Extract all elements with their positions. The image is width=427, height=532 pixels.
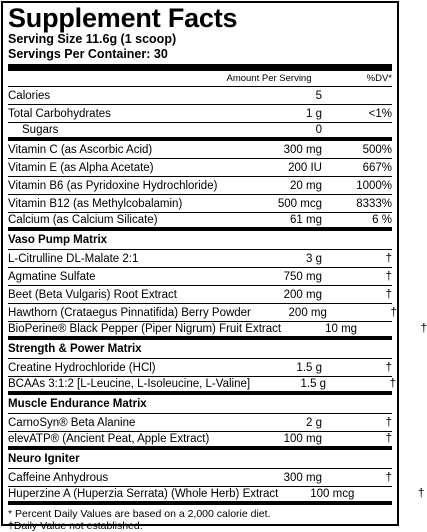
thick-divider xyxy=(8,64,392,71)
ingredient-name: Agmatine Sulfate xyxy=(8,270,96,283)
dv-header: %DV* xyxy=(366,73,392,84)
ingredient-dv: † xyxy=(389,378,397,390)
ingredient-dv: † xyxy=(385,416,392,429)
footnote-dagger: †Daily Value not established. xyxy=(8,520,143,532)
section-title xyxy=(8,450,392,469)
section-title-text: Strength & Power Matrix xyxy=(8,343,142,355)
ingredient-row xyxy=(8,359,392,377)
ingredient-dv: 1000% xyxy=(356,179,392,192)
ingredient-name: BCAAs 3:1:2 [L-Leucine, L-Isoleucine, L-Valine] xyxy=(8,378,251,390)
ingredient-name: elevATP® (Ancient Peat, Apple Extract) xyxy=(8,433,210,445)
ingredient-amount: 2 g xyxy=(306,416,322,429)
ingredient-dv: † xyxy=(385,288,392,301)
footnote-dv: * Percent Daily Values are based on a 2,000 calorie diet. xyxy=(8,508,271,520)
ingredient-name: CarnoSyn® Beta Alanine xyxy=(8,416,136,429)
vitamin-row xyxy=(8,177,392,195)
ingredient-row xyxy=(8,469,392,487)
ingredient-row xyxy=(8,487,425,505)
ingredient-dv: † xyxy=(390,306,397,319)
ingredient-amount: 61 mg xyxy=(290,214,322,226)
supplement-facts-panel xyxy=(1,1,427,532)
ingredient-name: Beet (Beta Vulgaris) Root Extract xyxy=(8,288,177,301)
ingredient-dv: † xyxy=(385,270,392,283)
panel-title: Supplement Facts xyxy=(8,3,238,33)
ingredient-row xyxy=(8,304,397,322)
serving-size: Serving Size 11.6g (1 scoop) xyxy=(8,32,177,46)
section-title xyxy=(8,340,392,359)
ingredient-name: Sugars xyxy=(22,124,59,136)
nutrient-row xyxy=(8,123,392,141)
ingredient-name: Vitamin B12 (as Methylcobalamin) xyxy=(8,197,183,210)
vitamin-row xyxy=(8,213,392,231)
nutrient-row xyxy=(8,87,392,105)
ingredient-name: Calcium (as Calcium Silicate) xyxy=(8,214,158,226)
vitamins-minerals xyxy=(8,141,392,231)
section-title-text: Muscle Endurance Matrix xyxy=(8,398,147,410)
ingredient-amount: 20 mg xyxy=(290,179,322,192)
ingredient-name: Huperzine A (Huperzia Serrata) (Whole Herb) Extract xyxy=(8,488,279,500)
vitamin-row xyxy=(8,141,392,159)
vitamin-row xyxy=(8,159,392,177)
ingredient-amount: 1.5 g xyxy=(300,378,327,390)
ingredient-name: Calories xyxy=(8,89,51,102)
ingredient-amount: 200 IU xyxy=(288,161,322,174)
ingredient-dv: † xyxy=(385,252,392,265)
ingredient-dv: † xyxy=(385,361,392,374)
ingredient-dv: † xyxy=(417,488,425,500)
ingredient-dv: † xyxy=(420,323,427,335)
ingredient-amount: 750 mg xyxy=(283,270,322,283)
ingredient-name: Total Carbohydrates xyxy=(8,107,111,120)
ingredient-row xyxy=(8,414,392,432)
section-title-text: Vaso Pump Matrix xyxy=(8,234,108,246)
ingredient-amount: 300 mg xyxy=(283,471,322,484)
ingredient-name: L-Citrulline DL-Malate 2:1 xyxy=(8,252,139,265)
ingredient-amount: 100 mg xyxy=(283,433,322,445)
ingredient-amount: 3 g xyxy=(306,252,322,265)
ingredient-amount: 500 mcg xyxy=(277,197,322,210)
nutrient-row xyxy=(8,105,392,123)
footnotes xyxy=(8,508,392,532)
ingredient-name: BioPerine® Black Pepper (Piper Nigrum) Fruit Extract xyxy=(8,323,282,335)
basic-nutrients xyxy=(8,87,392,141)
ingredient-row xyxy=(8,250,392,268)
ingredient-amount: 1 g xyxy=(306,107,322,120)
ingredient-dv: † xyxy=(385,433,392,445)
servings-per-container: Servings Per Container: 30 xyxy=(8,47,168,61)
ingredient-dv: 500% xyxy=(362,143,392,156)
section-title xyxy=(8,395,392,414)
vitamin-row xyxy=(8,195,392,213)
amount-per-serving-header: Amount Per Serving xyxy=(226,73,312,84)
ingredient-name: Caffeine Anhydrous xyxy=(8,471,109,484)
ingredient-amount: 0 xyxy=(315,124,322,136)
ingredient-amount: 10 mg xyxy=(325,323,358,335)
ingredient-amount: 300 mg xyxy=(283,143,322,156)
ingredient-name: Hawthorn (Crataegus Pinnatifida) Berry Powder xyxy=(8,306,251,319)
ingredient-row xyxy=(8,322,427,340)
column-header-row xyxy=(8,71,392,87)
section-title xyxy=(8,231,392,250)
ingredient-dv: <1% xyxy=(368,107,392,120)
ingredient-dv: † xyxy=(385,471,392,484)
ingredient-row xyxy=(8,432,392,450)
ingredient-amount: 100 mcg xyxy=(310,488,355,500)
ingredient-dv: 667% xyxy=(362,161,392,174)
ingredient-amount: 200 mg xyxy=(288,306,327,319)
ingredient-name: Creatine Hydrochloride (HCl) xyxy=(8,361,156,374)
ingredient-name: Vitamin C (as Ascorbic Acid) xyxy=(8,143,153,156)
ingredient-row xyxy=(8,286,392,304)
section-title-text: Neuro Igniter xyxy=(8,453,80,465)
ingredient-dv: 6 % xyxy=(372,214,392,226)
ingredient-amount: 1.5 g xyxy=(296,361,322,374)
ingredient-name: Vitamin B6 (as Pyridoxine Hydrochloride) xyxy=(8,179,218,192)
ingredient-row xyxy=(8,268,392,286)
ingredient-sections xyxy=(8,231,427,505)
ingredient-dv: 8333% xyxy=(356,197,392,210)
ingredient-amount: 200 mg xyxy=(283,288,322,301)
ingredient-row xyxy=(8,377,397,395)
ingredient-amount: 5 xyxy=(315,89,322,102)
ingredient-name: Vitamin E (as Alpha Acetate) xyxy=(8,161,154,174)
